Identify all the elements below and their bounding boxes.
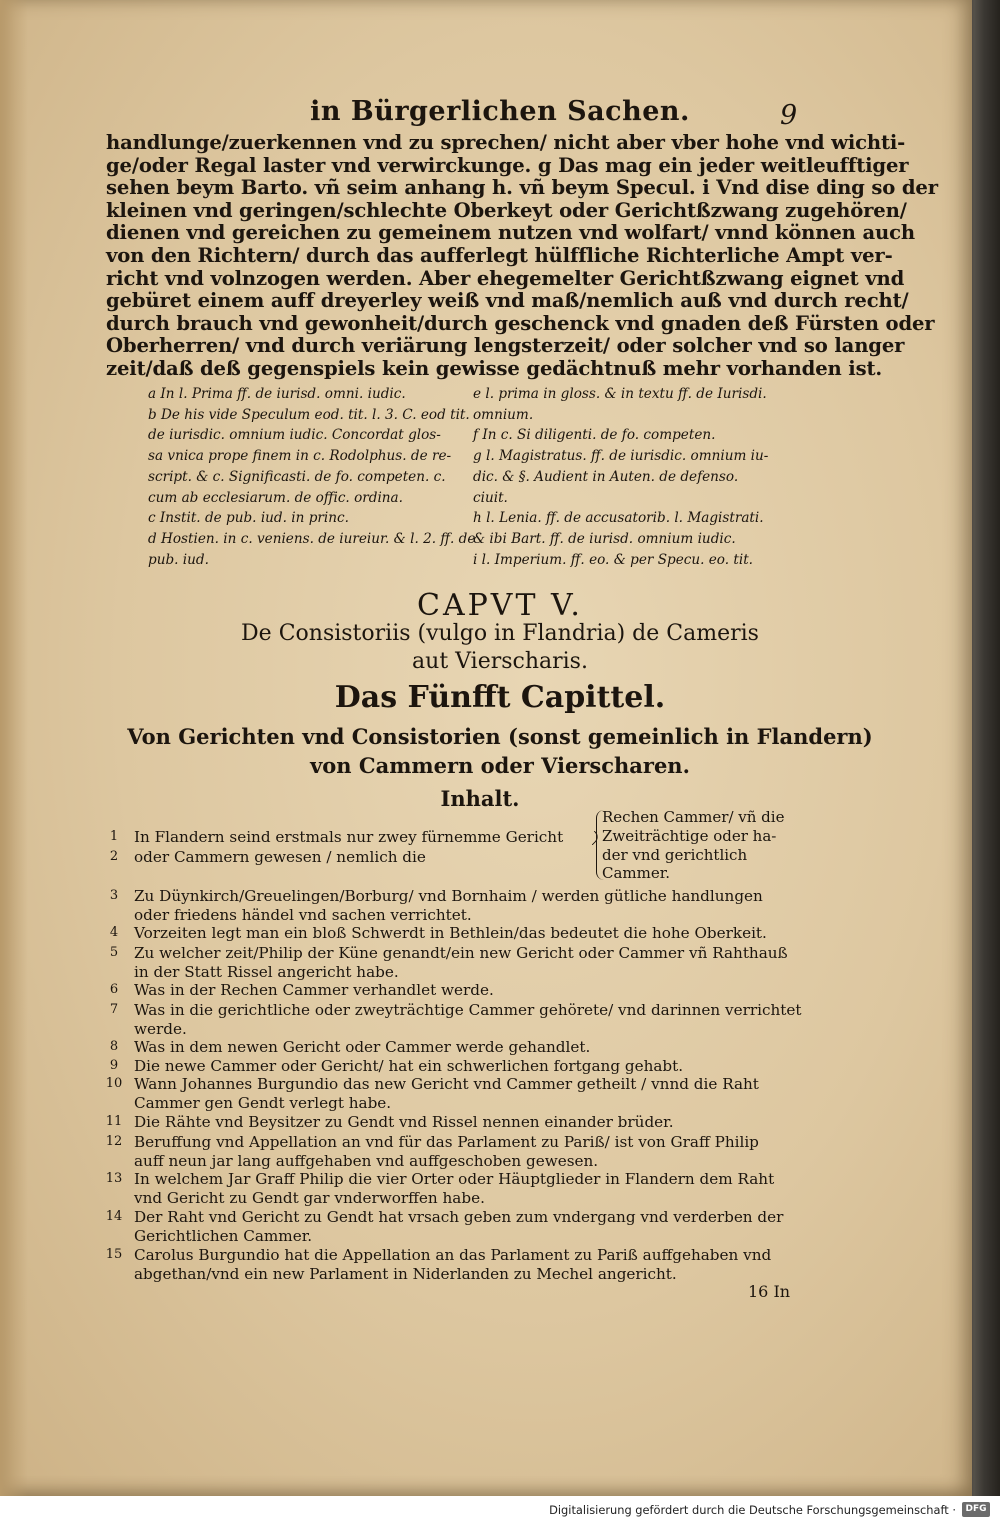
item-text-line: Zu welcher zeit/Philip der Küne genandt/ein new Gericht oder Cammer vñ Rahthauß — [134, 944, 788, 962]
footnote-line: i l. Imperium. ff. eo. & per Specu. eo. tit. — [473, 551, 753, 568]
item-text-line: vnd Gericht zu Gendt gar vnderworffen habe. — [134, 1188, 485, 1207]
item-text-line: Der Raht vnd Gericht zu Gendt hat vrsach geben zum vndergang vnd verderben der — [134, 1208, 784, 1226]
page-gutter — [0, 0, 28, 1496]
brace-list-line: Cammer. — [602, 864, 671, 883]
body-line: sehen beym Barto. vñ seim anhang h. vñ beym Specul. i Vnd dise ding so der — [106, 176, 938, 200]
item-number: 1 — [109, 829, 119, 844]
brace-list — [602, 808, 812, 883]
item-number: 3 — [109, 888, 119, 903]
footer-credit: Digitalisierung gefördert durch die Deutsche Forschungsgemeinschaft · — [549, 1503, 956, 1517]
footnote-line: d Hostien. in c. veniens. de iureiur. & l. 2. ff. de — [148, 530, 476, 547]
item-number: 7 — [109, 1002, 119, 1017]
item-text — [134, 1246, 771, 1283]
item-text-line: Die newe Cammer oder Gericht/ hat ein schwerlichen fortgang gehabt. — [134, 1057, 684, 1075]
item-number: 2 — [109, 849, 119, 864]
footnote-line: pub. iud. — [148, 551, 209, 568]
chapter-german-subtitle — [120, 722, 880, 780]
item-text — [134, 887, 763, 924]
dfg-logo: DFG — [962, 1502, 990, 1517]
item-text — [134, 944, 788, 981]
footnote-line: sa vnica prope finem in c. Rodolphus. de re- — [148, 448, 452, 465]
item-text-line: werde. — [134, 1019, 187, 1038]
footnote-line: a In l. Prima ff. de iurisd. omni. iudic. — [148, 386, 406, 402]
chapter-latin-line: De Consistoriis (vulgo in Flandria) de Cameris — [241, 621, 759, 646]
footnote-line: script. & c. Significasti. de fo. competen. c. — [148, 468, 446, 485]
item-text-line: in der Statt Rissel angericht habe. — [134, 962, 399, 981]
brace-list-line: Rechen Cammer/ vñ die — [602, 808, 785, 826]
item-text-line: Gerichtlichen Cammer. — [134, 1226, 313, 1245]
item-text — [134, 1001, 801, 1038]
footnotes-left — [148, 384, 476, 570]
item-text — [134, 1170, 774, 1207]
brace-list-line: Zweiträchtige oder ha- — [602, 826, 777, 845]
item-text-line: auff neun jar lang auffgehaben vnd auffgeschoben gewesen. — [134, 1151, 599, 1170]
item-text — [134, 981, 494, 1000]
footnote-line: de iurisdic. omnium iudic. Concordat glos- — [148, 427, 441, 444]
item-number: 4 — [109, 925, 119, 940]
brace-list-line: der vnd gerichtlich — [602, 845, 748, 864]
body-line: zeit/daß deß gegenspiels kein gewisse gedächtnuß mehr vorhanden ist. — [106, 356, 883, 380]
running-head: in Bürgerlichen Sachen. — [310, 96, 690, 127]
footnote-line: f In c. Si diligenti. de fo. competen. — [473, 427, 716, 444]
item-text — [134, 1057, 683, 1076]
item-number: 14 — [105, 1209, 123, 1224]
item-text-line: Was in die gerichtliche oder zweyträchtige Cammer gehörete/ vnd darinnen verrichtet — [134, 1001, 802, 1019]
footnotes-right — [473, 384, 803, 570]
item-text-line: oder Cammern gewesen / nemlich die — [134, 848, 426, 866]
item-number: 8 — [109, 1039, 119, 1054]
item-text-line: Zu Düynkirch/Greuelingen/Borburg/ vnd Bornhaim / werden gütliche handlungen — [134, 887, 763, 905]
footnote-line: & ibi Bart. ff. de iurisd. omnium iudic. — [473, 530, 736, 547]
item-number: 15 — [105, 1247, 123, 1262]
footnote-line: b De his vide Speculum eod. tit. l. 3. C. eod tit. — [148, 406, 470, 423]
item-text-line: Die Rähte vnd Beysitzer zu Gendt vnd Rissel nennen einander brüder. — [134, 1113, 674, 1131]
body-line: von den Richtern/ durch das aufferlegt hülffliche Richterliche Ampt ver- — [106, 243, 893, 267]
chapter-latin-line: aut Vierscharis. — [412, 649, 588, 674]
item-text — [134, 924, 767, 943]
body-line: kleinen vnd geringen/schlechte Oberkeyt oder Gerichtßzwang zugehören/ — [106, 198, 907, 222]
page-number: 9 — [780, 100, 798, 131]
item-text-line: Was in der Rechen Cammer verhandlet werde. — [134, 981, 494, 999]
body-line: richt vnd volnzogen werden. Aber ehegemelter Gerichtßzwang eignet vnd — [106, 266, 905, 290]
item-number: 11 — [105, 1114, 123, 1129]
footnote-line: h l. Lenia. ff. de accusatorib. l. Magistrati. — [473, 510, 764, 527]
item-text — [134, 1075, 759, 1112]
item-number: 5 — [109, 945, 119, 960]
item-text — [134, 828, 563, 847]
footnote-line: ciuit. — [473, 489, 508, 506]
item-text-line: Cammer gen Gendt verlegt habe. — [134, 1093, 392, 1112]
item-text-line: abgethan/vnd ein new Parlament in Niderlanden zu Mechel angericht. — [134, 1264, 677, 1283]
footnote-line: cum ab ecclesiarum. de offic. ordina. — [148, 489, 403, 506]
contents-heading: Inhalt. — [440, 786, 520, 811]
chapter-german-line: von Cammern oder Vierscharen. — [310, 753, 690, 778]
item-text-line: Beruffung vnd Appellation an vnd für das Parlament zu Pariß/ ist von Graff Philip — [134, 1133, 759, 1151]
chapter-latin-subtitle — [170, 620, 830, 676]
body-line: durch brauch vnd gewonheit/durch geschenck vnd gnaden deß Fürsten oder — [106, 311, 935, 335]
item-text-line: Carolus Burgundio hat die Appellation an das Parlament zu Pariß auffgehaben vnd — [134, 1246, 772, 1264]
item-number: 12 — [105, 1134, 123, 1149]
chapter-german-title: Das Fünfft Capittel. — [334, 680, 666, 715]
item-text-line: Vorzeiten legt man ein bloß Schwerdt in Bethlein/das bedeutet die hohe Oberkeit. — [134, 924, 767, 942]
footnote-line: omnium. — [473, 406, 534, 423]
body-line: handlunge/zuerkennen vnd zu sprechen/ nicht aber vber hohe vnd wichti- — [106, 131, 906, 154]
body-line: dienen vnd gereichen zu gemeinem nutzen vnd wolfart/ vnnd können auch — [106, 221, 915, 245]
body-text — [106, 131, 938, 381]
footnote-line: c Instit. de pub. iud. in princ. — [148, 510, 349, 527]
footnote-line: g l. Magistratus. ff. de iurisdic. omnium iu- — [473, 448, 769, 465]
item-text-line: Was in dem newen Gericht oder Cammer werde gehandlet. — [134, 1038, 591, 1056]
body-line: gebüret einem auff dreyerley weiß vnd maß/nemlich auß vnd durch recht/ — [106, 289, 909, 313]
item-text — [134, 1038, 590, 1057]
item-text — [134, 1133, 759, 1170]
item-text-line: Wann Johannes Burgundio das new Gericht vnd Cammer getheilt / vnnd die Raht — [134, 1075, 759, 1093]
body-line: ge/oder Regal laster vnd verwirckunge. g Das mag ein jeder weitleufftiger — [106, 153, 909, 177]
item-text — [134, 848, 426, 867]
chapter-title: CAPVT V. — [417, 588, 583, 623]
catchword: 16 In — [748, 1282, 791, 1301]
body-line: Oberherren/ vnd durch veriärung lengsterzeit/ oder solcher vnd so langer — [106, 334, 905, 358]
item-text — [134, 1208, 783, 1245]
footnote-line: dic. & §. Audient in Auten. de defenso. — [473, 468, 739, 485]
item-number: 10 — [105, 1076, 123, 1091]
chapter-german-line: Von Gerichten vnd Consistorien (sonst gemeinlich in Flandern) — [127, 724, 873, 749]
item-text-line: oder friedens händel vnd sachen verrichtet. — [134, 905, 472, 924]
item-text-line: In welchem Jar Graff Philip die vier Orter oder Häuptglieder in Flandern dem Raht — [134, 1170, 775, 1188]
item-number: 9 — [109, 1058, 119, 1073]
item-number: 6 — [109, 982, 119, 997]
item-text-line: In Flandern seind erstmals nur zwey fürnemme Gericht — [134, 828, 564, 846]
item-number: 13 — [105, 1171, 123, 1186]
item-text — [134, 1113, 674, 1132]
footnote-line: e l. prima in gloss. & in textu ff. de Iurisdi. — [473, 386, 767, 402]
